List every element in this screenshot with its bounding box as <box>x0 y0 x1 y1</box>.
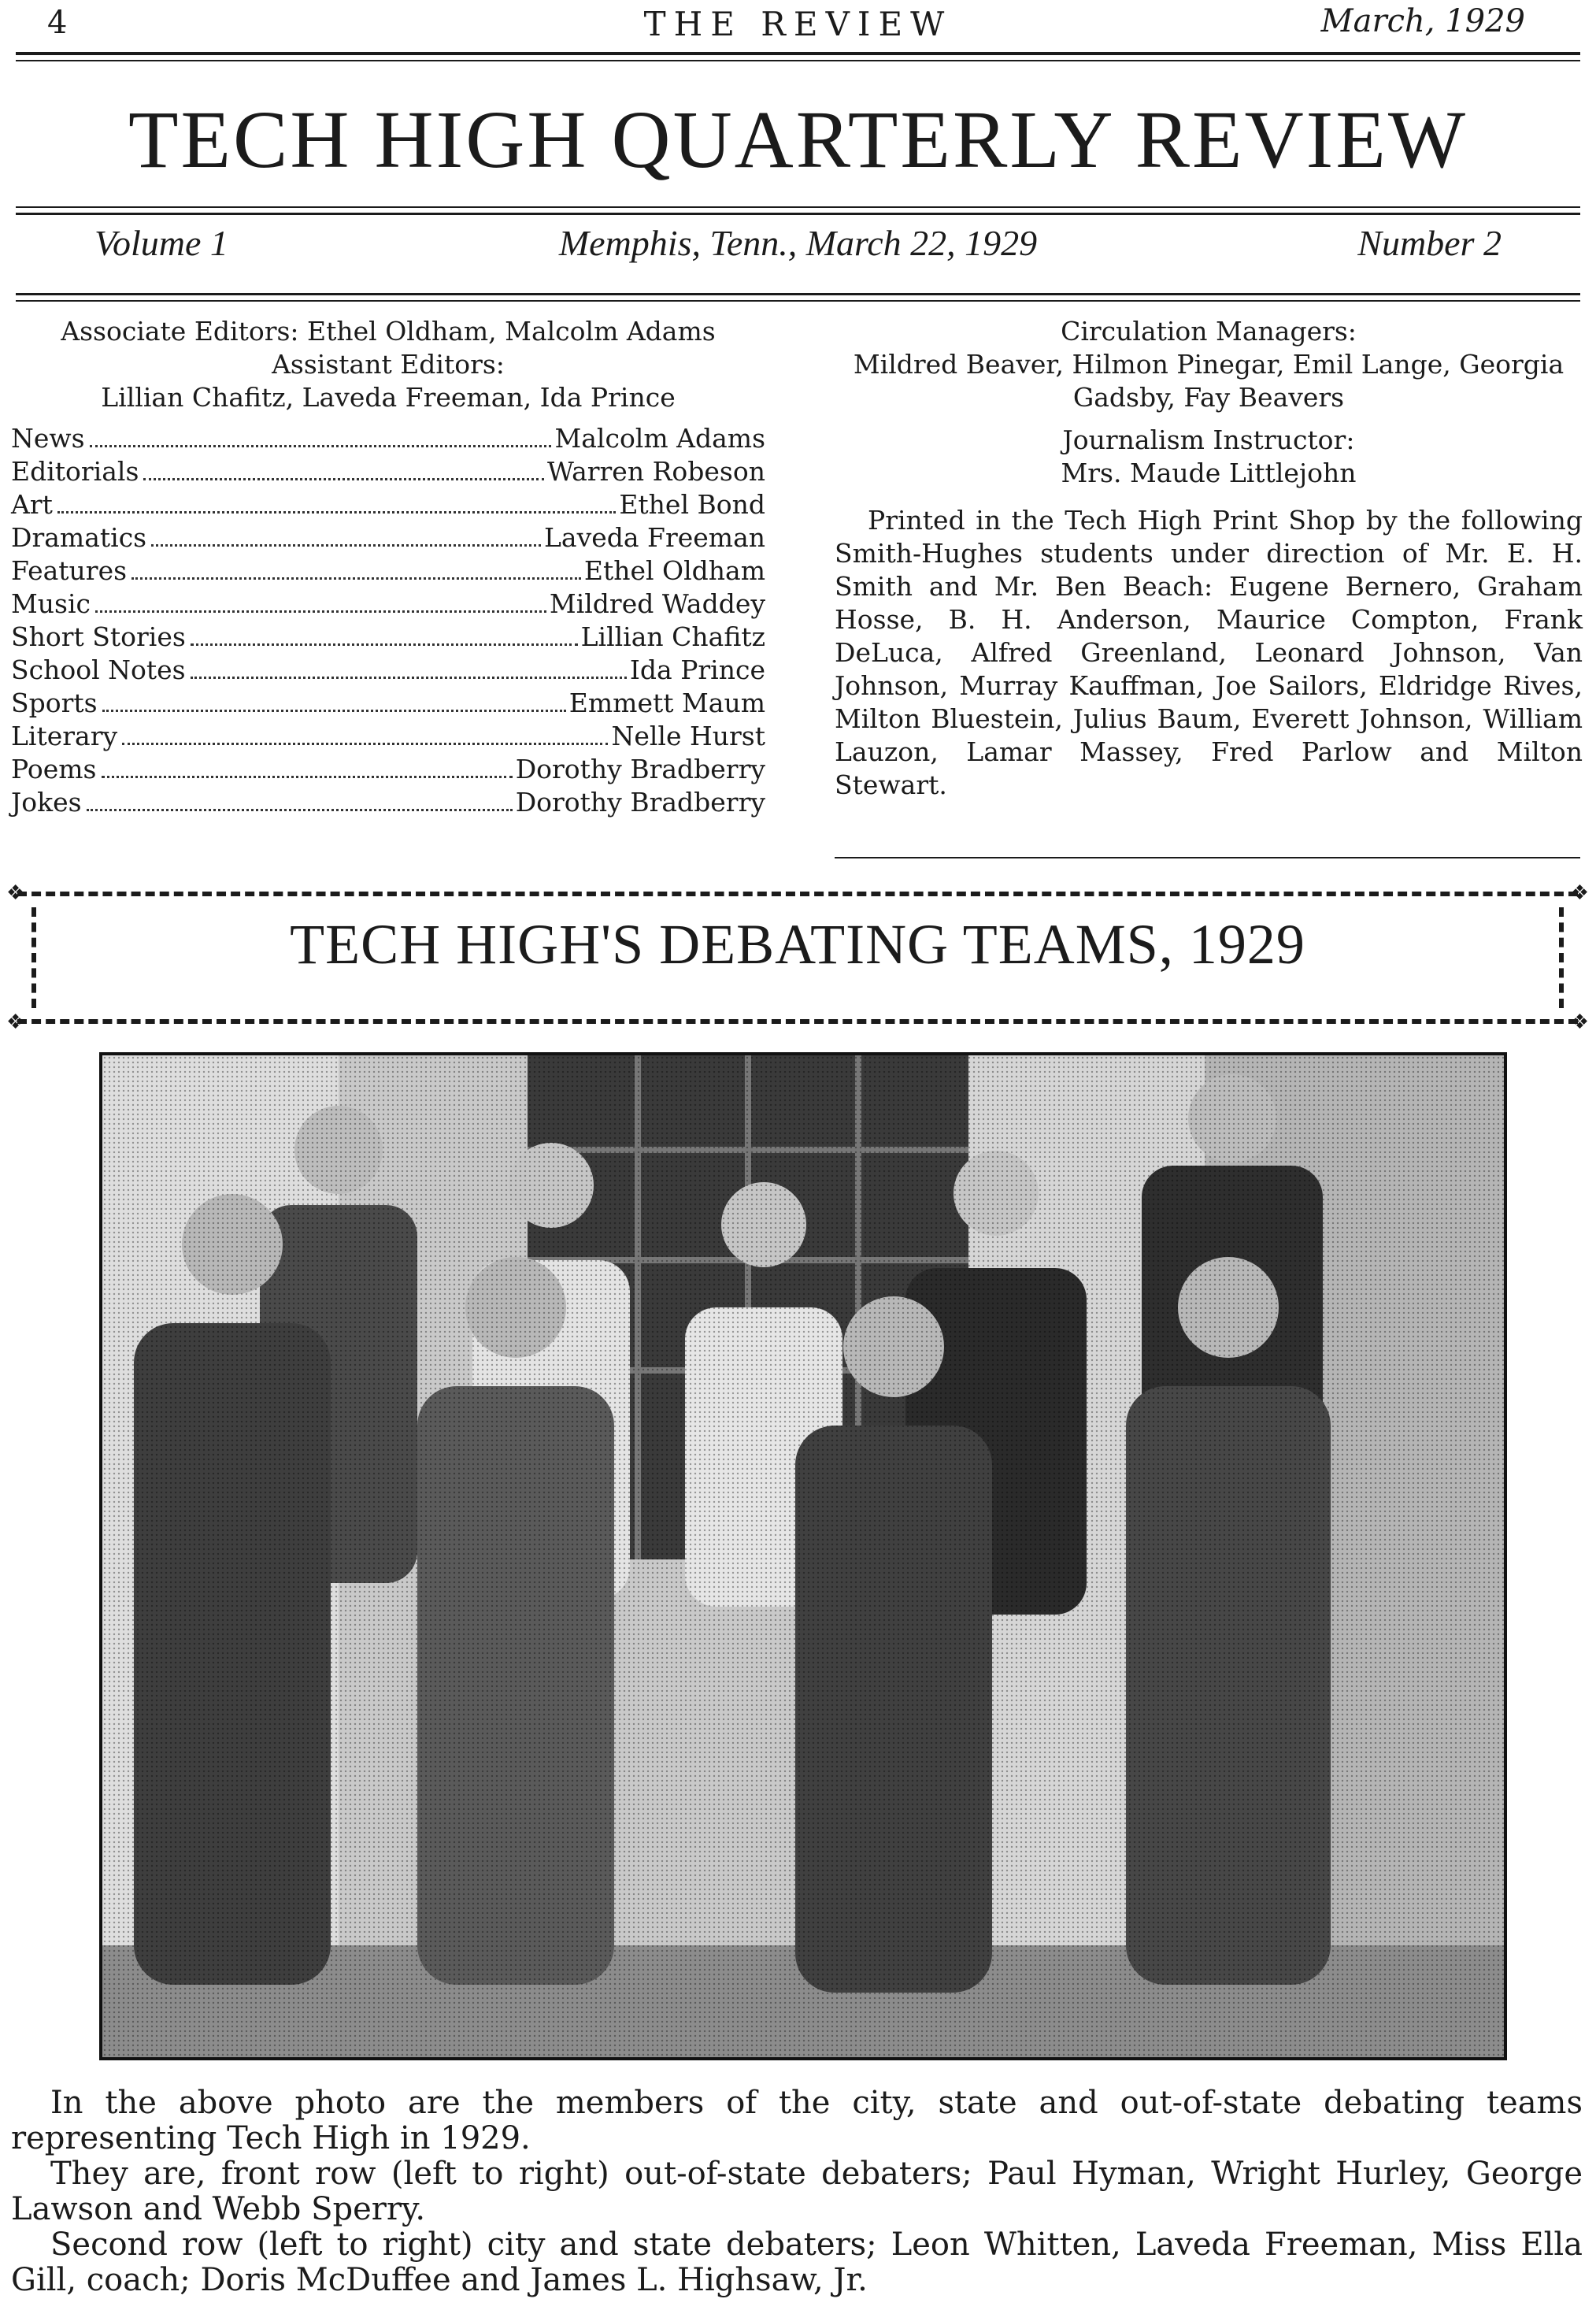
dot-leader <box>90 445 552 447</box>
section-banner <box>6 881 1589 1034</box>
caption-paragraph: Second row (left to right) city and state debaters; Leon Whitten, Laveda Freeman, Miss Ella Gill, coach; Doris McDuffee and James L. Highsaw, Jr. <box>11 2227 1583 2298</box>
department-name: Jokes <box>11 787 82 818</box>
header-rule-top <box>16 52 1580 55</box>
department-name: Literary <box>11 721 118 751</box>
caption-paragraph: They are, front row (left to right) out-of-state debaters; Paul Hyman, Wright Hurley, George Lawson and Webb Sperry. <box>11 2156 1583 2227</box>
staff-bottom-rule <box>835 857 1580 858</box>
department-name: Music <box>11 588 91 619</box>
volume-label: Volume 1 <box>94 223 228 263</box>
banner-title: TECH HIGH'S DEBATING TEAMS, 1929 <box>290 913 1305 976</box>
department-list <box>11 422 765 819</box>
department-person: Nelle Hurst <box>611 721 765 751</box>
department-name: Dramatics <box>11 522 147 553</box>
department-row <box>11 588 765 621</box>
assistant-editors-heading: Assistant Editors: <box>272 349 505 380</box>
instructor-heading: Journalism Instructor: <box>1062 425 1355 455</box>
department-row <box>11 521 765 554</box>
department-row <box>11 720 765 753</box>
department-row <box>11 422 765 455</box>
dot-leader <box>151 544 541 547</box>
dot-leader <box>87 809 513 811</box>
masthead-rule-2 <box>16 213 1580 215</box>
place-date: Memphis, Tenn., March 22, 1929 <box>558 223 1038 263</box>
department-row <box>11 687 765 720</box>
department-name: Features <box>11 555 128 586</box>
staff-left-column <box>11 315 765 819</box>
department-person: Laveda Freeman <box>544 522 765 553</box>
instructor-name: Mrs. Maude Littlejohn <box>1061 458 1357 488</box>
assistant-editors-names: Lillian Chafitz, Laveda Freeman, Ida Prince <box>101 382 676 413</box>
photo-caption <box>11 2086 1583 2298</box>
department-name: Poems <box>11 754 97 784</box>
department-person: Ida Prince <box>629 654 765 685</box>
department-person: Malcolm Adams <box>554 423 765 454</box>
masthead-title: TECH HIGH QUARTERLY REVIEW <box>128 95 1468 185</box>
dot-leader <box>122 743 608 745</box>
caption-paragraph: In the above photo are the members of the city, state and out-of-state debating teams representing Tech High in 1929. <box>11 2085 1583 2156</box>
department-name: News <box>11 423 85 454</box>
running-date: March, 1929 <box>1320 3 1525 39</box>
department-name: Sports <box>11 688 98 718</box>
volume-rule-1 <box>16 293 1580 295</box>
dot-leader <box>95 610 546 613</box>
department-person: Emmett Maum <box>568 688 765 718</box>
department-person: Warren Robeson <box>547 456 765 487</box>
department-name: School Notes <box>11 654 186 685</box>
department-row <box>11 753 765 786</box>
corner-ornament-icon: ❖ <box>6 881 25 905</box>
running-header <box>16 0 1580 49</box>
circulation-heading: Circulation Managers: <box>1061 316 1357 347</box>
dot-leader <box>57 511 616 514</box>
team-photo <box>99 1052 1507 2060</box>
corner-ornament-icon: ❖ <box>1570 1010 1589 1034</box>
issue-number: Number 2 <box>1357 223 1502 263</box>
department-row <box>11 455 765 488</box>
department-row <box>11 786 765 819</box>
dot-leader <box>131 577 581 580</box>
volume-rule-2 <box>16 300 1580 302</box>
dot-leader <box>191 677 627 679</box>
department-row <box>11 554 765 588</box>
printed-by-notice: Printed in the Tech High Print Shop by the following Smith-Hughes students under direction of Mr. E. H. Smith and Mr. Ben Beach: Eugene Bernero, Graham Hosse, B. H. Anderson, Maurice Compton, Frank DeLuca, Alfred Greenland, Leonard Johnson, Van Johnson, Murray Kauffman, Joe Sailors, Eldridge Rives, Milton Bluestein, Julius Baum, Everett Johnson, William Lauzon, Lamar Massey, Fred Parlow and Milton Stewart. <box>835 505 1583 800</box>
dot-leader <box>191 643 578 646</box>
team-photo-illustration <box>102 1055 1504 2057</box>
dot-leader <box>143 478 544 480</box>
page-number: 4 <box>47 5 68 41</box>
masthead-rule-1 <box>16 206 1580 208</box>
department-name: Short Stories <box>11 621 186 652</box>
dot-leader <box>102 776 513 778</box>
department-row <box>11 488 765 521</box>
staff-right-column <box>835 315 1583 802</box>
running-title: THE REVIEW <box>643 5 953 43</box>
volume-line <box>94 222 1502 277</box>
department-name: Editorials <box>11 456 139 487</box>
associate-editors: Associate Editors: Ethel Oldham, Malcolm Adams <box>61 316 716 347</box>
department-person: Ethel Bond <box>619 489 765 520</box>
department-person: Ethel Oldham <box>583 555 765 586</box>
corner-ornament-icon: ❖ <box>6 1010 25 1034</box>
department-name: Art <box>11 489 53 520</box>
department-person: Lillian Chafitz <box>580 621 765 652</box>
header-rule-bottom <box>16 60 1580 61</box>
department-person: Mildred Waddey <box>549 588 765 619</box>
dot-leader <box>102 710 566 712</box>
department-row <box>11 621 765 654</box>
corner-ornament-icon: ❖ <box>1570 881 1589 905</box>
department-person: Dorothy Bradberry <box>515 754 765 784</box>
department-row <box>11 654 765 687</box>
banner-inner-frame <box>31 907 1564 1008</box>
circulation-names: Mildred Beaver, Hilmon Pinegar, Emil Lange, Georgia Gadsby, Fay Beavers <box>853 349 1565 413</box>
department-person: Dorothy Bradberry <box>515 787 765 818</box>
